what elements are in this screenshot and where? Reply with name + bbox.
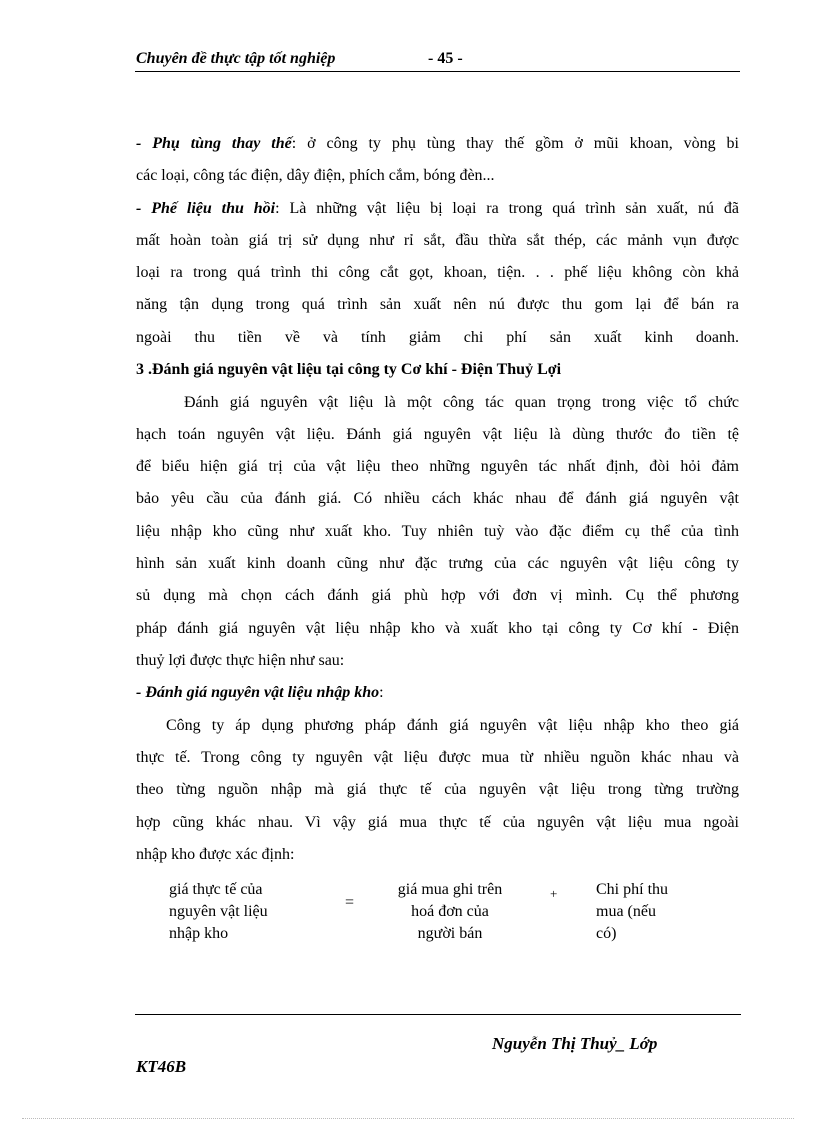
formula-middle-line: hoá đơn của [411,903,489,920]
footer-class: KT46B [136,1057,187,1076]
formula-left-line: giá thực tế của [169,881,263,898]
paragraph-line: các loại, công tác điện, dây điện, phích cắm, bóng đèn... [136,167,495,184]
paragraph-line: hạch toán nguyên vật liệu. Đánh giá nguyên vật liệu là dùng thước đo tiền tệ [136,426,739,443]
paragraph-line [136,199,739,219]
formula-left-line: nguyên vật liệu [169,903,268,920]
subheading [136,683,739,703]
paragraph-line: hợp cũng khác nhau. Vì vậy giá mua thực tế của nguyên vật liệu mua ngoài [136,814,739,831]
paragraph-line: Công ty áp dụng phương pháp đánh giá nguyên vật liệu nhập kho theo giá [166,717,739,734]
footer-divider [135,1014,741,1015]
paragraph-line: theo từng nguồn nhập mà giá thực tế của nguyên vật liệu trong từng trường [136,781,739,798]
footer-author: Nguyễn Thị Thuỷ_ Lớp [492,1034,658,1053]
term-label: - Phế liệu thu hồi [136,200,276,217]
formula-right-line: mua (nếu [596,903,656,920]
subheading-label: - Đánh giá nguyên vật liệu nhập kho [136,684,380,701]
formula-middle-line: người bán [417,925,483,942]
paragraph-line: nhập kho được xác định: [136,846,295,863]
term-text: : ở công ty phụ tùng thay thế gồm ở mũi khoan, vòng bi [291,135,740,152]
formula-plus: + [550,886,558,901]
formula-right-line: có) [596,925,617,942]
paragraph-line: ngoài thu tiền về và tính giảm chi phí sản xuất kinh doanh. [136,329,739,346]
paragraph-line: bảo yêu cầu của đánh giá. Có nhiều cách khác nhau để đánh giá nguyên vật [136,490,739,507]
paragraph-line: năng tận dụng trong quá trình sản xuất nên nú được thu gom lại để bán ra [136,296,739,313]
paragraph-line: liệu nhập kho cũng như xuất kho. Tuy nhiên tuỳ vào đặc điểm cụ thể của tình [136,523,739,540]
paragraph-line: mất hoàn toàn giá trị sử dụng như rỉ sắt, đầu thừa sắt thép, các mảnh vụn được [136,232,739,249]
formula-equals: = [345,894,355,911]
term-label: - Phụ tùng thay thế [136,135,292,152]
header-title: Chuyên đề thực tập tốt nghiệp [136,50,336,67]
paragraph-line: sủ dụng mà chọn cách đánh giá phù hợp với đơn vị mình. Cụ thể phương [136,587,739,604]
formula-middle-line: giá mua ghi trên [397,881,503,898]
header-divider [135,71,740,72]
paragraph-line [136,134,739,154]
paragraph-line: pháp đánh giá nguyên vật liệu nhập kho và xuất kho tại công ty Cơ khí - Điện [136,620,739,637]
paragraph-line: thực tế. Trong công ty nguyên vật liệu được mua từ nhiều nguồn khác nhau và [136,749,739,766]
formula-left-line: nhập kho [169,925,229,942]
paragraph-line: hình sản xuất kinh doanh cũng như đặc trưng của các nguyên vật liệu công ty [136,555,739,572]
page-number: - 45 - [428,50,463,67]
formula-right-line: Chi phí thu [596,881,669,898]
paragraph-line: để biểu hiện giá trị của vật liệu theo những nguyên tác nhất định, đòi hỏi đảm [136,458,739,475]
page-bottom-border [22,1118,794,1119]
section-heading: 3 .Đánh giá nguyên vật liệu tại công ty Cơ khí - Điện Thuỷ Lợi [136,361,562,378]
term-text: : Là những vật liệu bị loại ra trong quá trình sản xuất, nú đã [275,200,740,217]
subheading-colon: : [379,684,384,701]
paragraph-line: thuỷ lợi được thực hiện như sau: [136,652,345,669]
paragraph-line: loại ra trong quá trình thi công cắt gọt, khoan, tiện. . . phế liệu không còn khả [136,264,739,281]
paragraph-line: Đánh giá nguyên vật liệu là một công tác quan trọng trong việc tổ chức [184,394,739,411]
